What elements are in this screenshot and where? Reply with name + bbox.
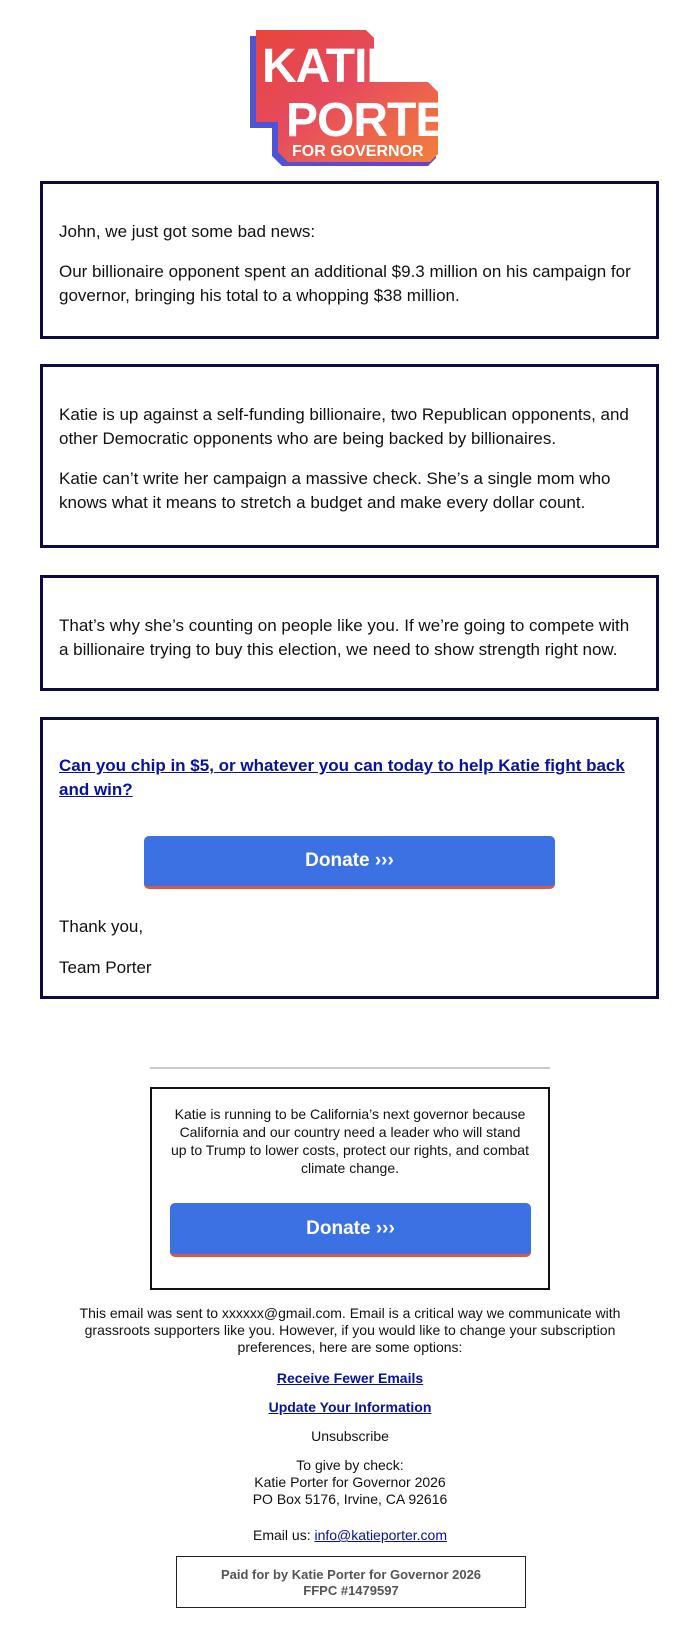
- message-box-counting-on-you: [40, 575, 659, 691]
- receive-fewer-emails-row: [60, 1370, 640, 1387]
- message-box-ask: [40, 717, 659, 999]
- mission-text: Katie is running to be California’s next governor because California and our country need a leader who will stand up to Trump to lower costs, protect our rights, and combat climate change.: [171, 1106, 529, 1176]
- update-information-row: [60, 1399, 640, 1416]
- check-address-block: [60, 1457, 640, 1508]
- email-notice-text: This email was sent to xxxxxx@gmail.com. Email is a critical way we communicate with grassroots supporters like you. However, if you would like to change your subscription preferences, here are some options:: [79, 1305, 621, 1355]
- single-mom-text: Katie can’t write her campaign a massive check. She’s a single mom who knows what it means to stretch a budget and make every dollar count.: [59, 469, 611, 512]
- donate-button[interactable]: Donate ›››: [144, 836, 555, 889]
- logo-graphic: [248, 30, 481, 170]
- footer-divider: [150, 1067, 550, 1069]
- footer-donate-box: [150, 1087, 550, 1290]
- check-payee: Katie Porter for Governor 2026: [254, 1474, 446, 1490]
- counting-on-you-text: That’s why she’s counting on people like you. If we’re going to compete with a billionaire trying to buy this election, we need to show strength right now.: [59, 616, 630, 659]
- receive-fewer-emails-link[interactable]: Receive Fewer Emails: [276, 1370, 424, 1386]
- logo-line1: KATIE: [262, 40, 398, 93]
- message-box-bad-news: [40, 181, 659, 339]
- check-address: PO Box 5176, Irvine, CA 92616: [252, 1491, 448, 1507]
- check-intro: To give by check:: [296, 1457, 404, 1473]
- opponents-text: Katie is up against a self-funding billionaire, two Republican opponents, and other Democratic opponents who are being backed by billionaires.: [59, 405, 629, 448]
- paid-for-text: Paid for by Katie Porter for Governor 2026: [220, 1567, 482, 1582]
- opponent-spending-text: Our billionaire opponent spent an additional $9.3 million on his campaign for governor, bringing his total to a whopping $38 million.: [59, 262, 631, 305]
- update-information-link[interactable]: Update Your Information: [268, 1399, 432, 1415]
- footer-donate-button[interactable]: Donate ›››: [170, 1203, 531, 1257]
- paid-for-disclaimer: [176, 1556, 526, 1608]
- signoff-text: Team Porter: [59, 958, 152, 977]
- logo-line2: PORTER: [286, 94, 481, 147]
- chip-in-link[interactable]: Can you chip in $5, or whatever you can today to help Katie fight back and win?: [59, 756, 625, 799]
- thank-you-text: Thank you,: [59, 917, 144, 936]
- email-us-row: [60, 1527, 640, 1544]
- email-us-link[interactable]: info@katieporter.com: [314, 1527, 447, 1543]
- email-us-label: Email us:: [253, 1527, 311, 1543]
- logo-line3: FOR GOVERNOR: [292, 143, 424, 160]
- message-box-opponents: [40, 364, 659, 548]
- fppc-id: FFPC #1479597: [303, 1583, 399, 1598]
- unsubscribe-link[interactable]: Unsubscribe: [311, 1428, 389, 1444]
- greeting-text: John, we just got some bad news:: [59, 222, 316, 241]
- katie-porter-logo: [248, 30, 481, 170]
